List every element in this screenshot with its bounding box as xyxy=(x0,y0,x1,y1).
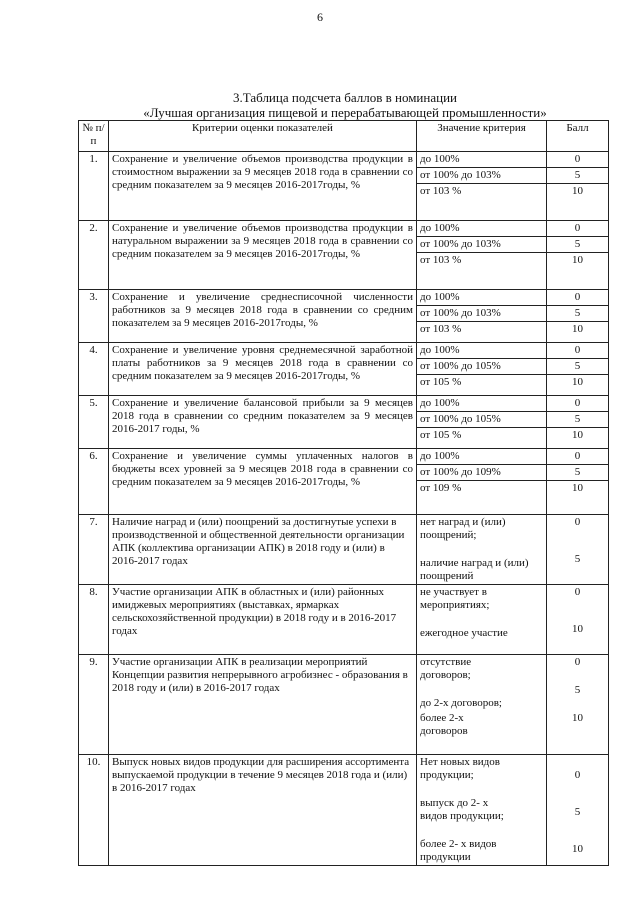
value-item: до 100% xyxy=(417,396,546,412)
score-item: 0 xyxy=(547,290,608,306)
row-scores xyxy=(547,655,609,755)
score-item: 5 xyxy=(547,237,608,253)
row-criteria: Участие организации АПК в реализации мероприятий Концепции развития непрерывного агробизнес - образования в 2018 году и (или) в 2016-2017 годах xyxy=(109,655,417,755)
score-item: 0 xyxy=(547,221,608,237)
row-criteria: Сохранение и увеличение среднесписочной численности работников за 9 месяцев 2018 года в сравнении со средним показателем за 9 месяцев 2016-2017годы, % xyxy=(109,290,417,343)
table-row xyxy=(79,655,609,755)
row-num: 7. xyxy=(79,515,109,585)
title-line-1: 3.Таблица подсчета баллов в номинации xyxy=(233,90,457,105)
score-item: 10 xyxy=(572,623,583,635)
score-item: 0 xyxy=(574,516,581,528)
value-item: от 103 % xyxy=(420,185,462,197)
row-scores xyxy=(547,515,609,585)
header-score: Балл xyxy=(547,121,609,152)
row-num: 5. xyxy=(79,396,109,449)
score-item: 5 xyxy=(547,465,608,481)
table-row xyxy=(79,515,609,585)
value-item: нет наград и (или) поощрений; xyxy=(420,516,506,541)
score-item: 5 xyxy=(547,168,608,184)
table-row xyxy=(79,755,609,866)
row-values xyxy=(417,515,547,585)
row-scores xyxy=(547,449,609,515)
score-item: 0 xyxy=(547,152,608,168)
value-item: до 100% xyxy=(417,449,546,465)
value-item: от 100% до 103% xyxy=(417,168,546,184)
value-item: от 103 % xyxy=(420,254,462,266)
value-item: ежегодное участие xyxy=(420,627,508,639)
row-scores xyxy=(547,290,609,343)
row-criteria: Сохранение и увеличение уровня среднемесячной заработной платы работников за 9 месяцев 2018 года в сравнении со средним показателем за 9 месяцев 2016-2017годы, % xyxy=(109,343,417,396)
value-item: от 100% до 105% xyxy=(417,412,546,428)
value-item: наличие наград и (или) поощрений xyxy=(420,557,529,582)
row-num: 1. xyxy=(79,152,109,221)
score-item: 0 xyxy=(574,769,581,781)
row-scores xyxy=(547,755,609,866)
score-item: 10 xyxy=(572,323,583,335)
row-values xyxy=(417,152,547,221)
row-scores xyxy=(547,152,609,221)
score-item: 10 xyxy=(572,482,583,494)
row-num: 2. xyxy=(79,221,109,290)
score-item: 5 xyxy=(547,359,608,375)
row-values xyxy=(417,755,547,866)
row-num: 6. xyxy=(79,449,109,515)
table-row xyxy=(79,396,609,449)
row-values xyxy=(417,655,547,755)
value-item: до 100% xyxy=(417,221,546,237)
score-item: 5 xyxy=(547,412,608,428)
score-item: 5 xyxy=(574,806,581,818)
scoring-table xyxy=(78,120,609,866)
score-item: 5 xyxy=(574,553,581,565)
score-item: 10 xyxy=(572,429,583,441)
row-num: 9. xyxy=(79,655,109,755)
score-item: 10 xyxy=(572,843,583,855)
value-item: до 100% xyxy=(417,290,546,306)
value-item: до 2-х договоров; xyxy=(420,697,502,709)
table-row xyxy=(79,221,609,290)
row-scores xyxy=(547,396,609,449)
row-num: 4. xyxy=(79,343,109,396)
table-title xyxy=(80,90,610,120)
value-item: не участвует в мероприятиях; xyxy=(420,586,490,611)
score-item: 10 xyxy=(572,254,583,266)
value-item: отсутствие договоров; xyxy=(420,656,472,681)
value-item: от 103 % xyxy=(420,323,462,335)
row-scores xyxy=(547,221,609,290)
table-row xyxy=(79,152,609,221)
row-criteria: Участие организации АПК в областных и (или) районных имиджевых мероприятиях (выставках, ярмарках сельскохозяйственной продукции) в 2018 году и в 2016-2017 годах xyxy=(109,585,417,655)
row-num: 10. xyxy=(79,755,109,866)
score-item: 10 xyxy=(572,376,583,388)
row-scores xyxy=(547,585,609,655)
row-values xyxy=(417,449,547,515)
row-scores xyxy=(547,343,609,396)
score-item: 10 xyxy=(572,712,583,724)
row-values xyxy=(417,585,547,655)
value-item: более 2- х видов продукции xyxy=(420,838,497,863)
value-item: выпуск до 2- х видов продукции; xyxy=(420,797,504,822)
value-item: от 100% до 103% xyxy=(417,237,546,253)
table-row xyxy=(79,585,609,655)
row-values xyxy=(417,343,547,396)
row-num: 3. xyxy=(79,290,109,343)
row-criteria: Выпуск новых видов продукции для расширения ассортимента выпускаемой продукции в течение 9 месяцев 2018 года и (или) в 2016-2017 годах xyxy=(109,755,417,866)
value-item: более 2-х договоров xyxy=(420,712,468,737)
score-item: 5 xyxy=(547,306,608,322)
value-item: Нет новых видов продукции; xyxy=(420,756,500,781)
row-criteria: Сохранение и увеличение объемов производства продукции в натуральном выражении за 9 месяцев 2018 года в сравнении со средним показателем за 9 месяцев 2016-2017годы, % xyxy=(109,221,417,290)
header-num: № п/п xyxy=(79,121,109,152)
header-value: Значение критерия xyxy=(417,121,547,152)
value-item: от 100% до 103% xyxy=(417,306,546,322)
row-num: 8. xyxy=(79,585,109,655)
value-item: от 100% до 105% xyxy=(417,359,546,375)
title-line-2: «Лучшая организация пищевой и перерабатывающей промышленности» xyxy=(143,105,547,120)
row-criteria: Сохранение и увеличение суммы уплаченных налогов в бюджеты всех уровней за 9 месяцев 2018 года в сравнении со средним показателем за 9 месяцев 2016-2017годы, % xyxy=(109,449,417,515)
value-item: от 100% до 109% xyxy=(417,465,546,481)
row-values xyxy=(417,396,547,449)
row-criteria: Наличие наград и (или) поощрений за достигнутые успехи в производственной и общественной деятельности организации АПК (коллектива организации АПК) в 2018 году и (или) в 2016-2017 годах xyxy=(109,515,417,585)
score-item: 0 xyxy=(547,396,608,412)
score-item: 0 xyxy=(547,343,608,359)
score-item: 0 xyxy=(574,586,581,598)
page-number: 6 xyxy=(317,10,323,24)
value-item: от 105 % xyxy=(420,376,462,388)
table-row xyxy=(79,343,609,396)
value-item: от 105 % xyxy=(420,429,462,441)
table-header-row xyxy=(79,121,609,152)
score-item: 10 xyxy=(572,185,583,197)
value-item: до 100% xyxy=(417,343,546,359)
row-values xyxy=(417,290,547,343)
score-item: 5 xyxy=(574,684,581,696)
table-row xyxy=(79,290,609,343)
row-values xyxy=(417,221,547,290)
score-item: 0 xyxy=(547,449,608,465)
header-criteria: Критерии оценки показателей xyxy=(109,121,417,152)
value-item: до 100% xyxy=(417,152,546,168)
row-criteria: Сохранение и увеличение балансовой прибыли за 9 месяцев 2018 года в сравнении со средним показателем за 9 месяцев 2016-2017 годы, % xyxy=(109,396,417,449)
table-row xyxy=(79,449,609,515)
score-item: 0 xyxy=(574,656,581,668)
row-criteria: Сохранение и увеличение объемов производства продукции в стоимостном выражении за 9 месяцев 2018 года в сравнении со средним показателем за 9 месяцев 2016-2017годы, % xyxy=(109,152,417,221)
value-item: от 109 % xyxy=(420,482,462,494)
